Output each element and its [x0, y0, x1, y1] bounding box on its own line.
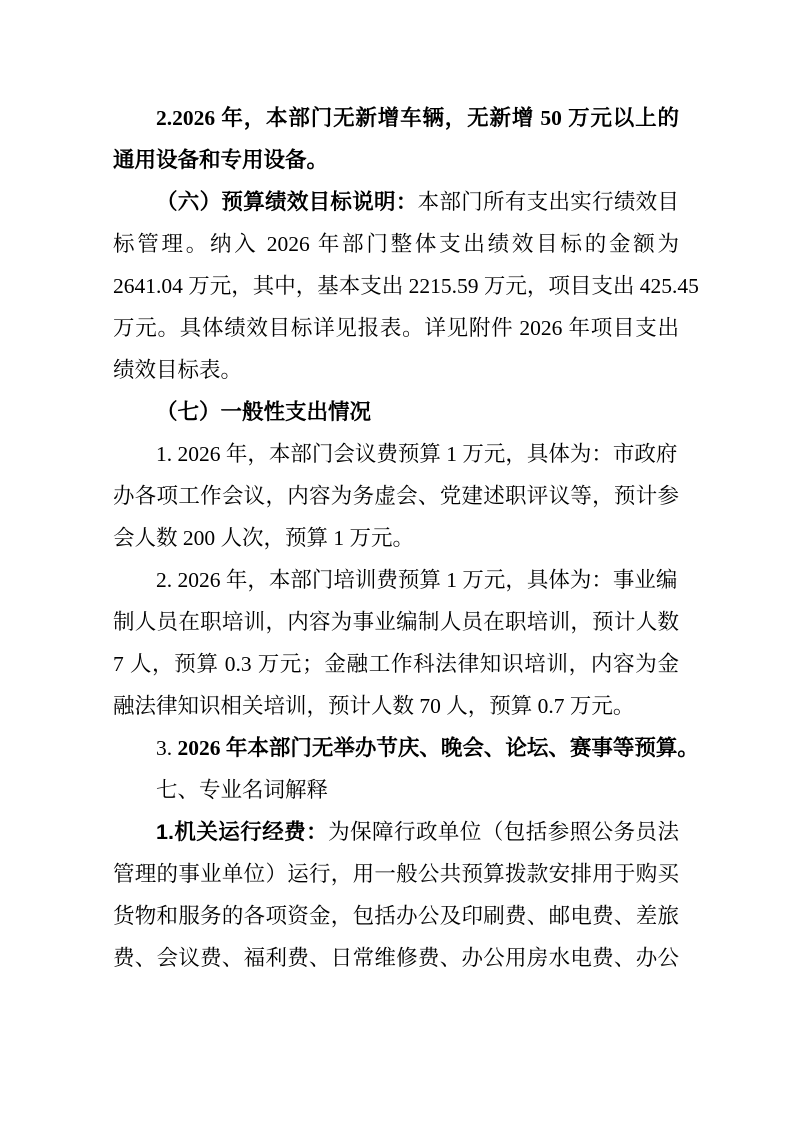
bold-text-run: 2026 年本部门无举办节庆、晚会、论坛、赛事等预算。 — [177, 736, 699, 760]
text-line — [113, 307, 679, 349]
text-run: 货物和服务的各项资金，包括办公及印刷费、邮电费、差旅 — [113, 904, 679, 928]
bold-text-run: 2.2026 年，本部门无新增车辆，无新增 50 万元以上的 — [156, 106, 679, 130]
text-run: 融法律知识相关培训，预计人数 70 人，预算 0.7 万元。 — [113, 694, 635, 718]
text-line — [113, 685, 679, 727]
heading-text-run: 七、专业名词解释 — [156, 778, 329, 802]
text-run: 本部门所有支出实行绩效目 — [417, 190, 679, 214]
text-line — [113, 97, 679, 139]
text-line — [113, 517, 679, 559]
text-run: 制人员在职培训，内容为事业编制人员在职培训，预计人数 — [113, 610, 679, 634]
text-run: 绩效目标表。 — [113, 358, 243, 382]
text-line — [113, 559, 679, 601]
text-line — [113, 349, 679, 391]
text-line — [113, 769, 679, 811]
text-line — [113, 601, 679, 643]
text-line — [113, 895, 679, 937]
text-line — [113, 727, 699, 769]
text-run: 2. 2026 年，本部门培训费预算 1 万元，具体为：事业编 — [156, 568, 678, 592]
text-run: 费、会议费、福利费、日常维修费、办公用房水电费、办公 — [113, 946, 679, 970]
text-line — [113, 223, 679, 265]
text-run: 会人数 200 人次，预算 1 万元。 — [113, 526, 415, 550]
text-line — [113, 937, 679, 979]
text-line — [113, 265, 699, 307]
heading-text-run: 1.机关运行经费： — [156, 820, 329, 844]
bold-text-run: （六）预算绩效目标说明： — [156, 190, 418, 214]
text-run: 2641.04 万元，其中，基本支出 2215.59 万元，项目支出 425.45 — [113, 274, 699, 298]
text-run: 管理的事业单位）运行，用一般公共预算拨款安排用于购买 — [113, 862, 679, 886]
text-run: 7 人，预算 0.3 万元；金融工作科法律知识培训，内容为金 — [113, 652, 679, 676]
text-line — [113, 811, 679, 853]
text-run: 3. — [156, 736, 178, 760]
bold-text-run: （七）一般性支出情况 — [156, 400, 372, 424]
text-run: 1. 2026 年，本部门会议费预算 1 万元，具体为：市政府 — [156, 442, 678, 466]
text-run: 为保障行政单位（包括参照公务员法 — [328, 820, 679, 844]
bold-text-run: 通用设备和专用设备。 — [113, 148, 329, 172]
text-line — [113, 853, 679, 895]
document-body — [113, 97, 699, 979]
text-line — [113, 181, 679, 223]
text-line — [113, 643, 679, 685]
text-line — [113, 391, 679, 433]
text-run: 标管理。纳入 2026 年部门整体支出绩效目标的金额为 — [113, 232, 679, 256]
text-line — [113, 139, 679, 181]
text-line — [113, 475, 679, 517]
text-line — [113, 433, 679, 475]
text-run: 办各项工作会议，内容为务虚会、党建述职评议等，预计参 — [113, 484, 679, 508]
text-run: 万元。具体绩效目标详见报表。详见附件 2026 年项目支出 — [113, 316, 679, 340]
